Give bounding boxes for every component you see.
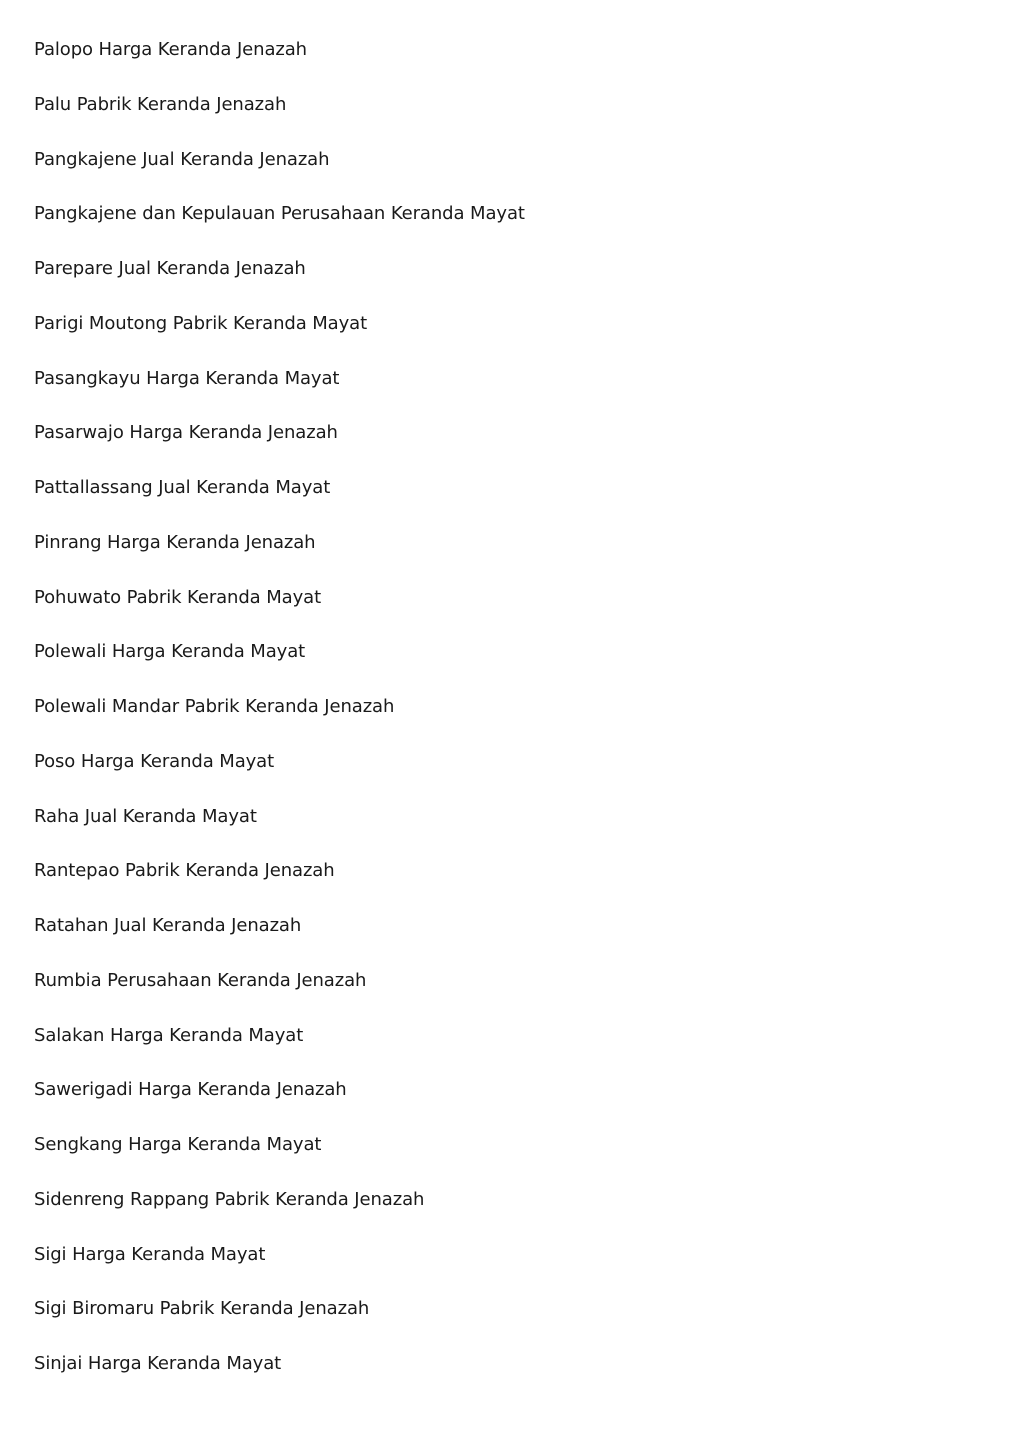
- list-item: Pangkajene dan Kepulauan Perusahaan Keranda Mayat: [34, 203, 525, 225]
- location-list: [34, 36, 525, 1405]
- list-item: Polewali Mandar Pabrik Keranda Jenazah: [34, 696, 395, 717]
- list-item: Rumbia Perusahaan Keranda Jenazah: [34, 969, 367, 991]
- list-item: Sigi Biromaru Pabrik Keranda Jenazah: [34, 1298, 370, 1320]
- list-item: Pangkajene Jual Keranda Jenazah: [34, 148, 330, 170]
- list-item: Sawerigadi Harga Keranda Jenazah: [34, 1079, 347, 1101]
- list-item: Sidenreng Rappang Pabrik Keranda Jenazah: [34, 1188, 425, 1210]
- list-item: Pattallassang Jual Keranda Mayat: [34, 477, 331, 498]
- list-item: Polewali Harga Keranda Mayat: [34, 641, 306, 663]
- list-item: Poso Harga Keranda Mayat: [34, 750, 275, 772]
- list-item: Sinjai Harga Keranda Mayat: [34, 1353, 282, 1374]
- list-item: Pohuwato Pabrik Keranda Mayat: [34, 586, 322, 608]
- list-item: Pasangkayu Harga Keranda Mayat: [34, 367, 340, 389]
- list-item: Sengkang Harga Keranda Mayat: [34, 1134, 322, 1155]
- list-item: Pinrang Harga Keranda Jenazah: [34, 531, 316, 553]
- list-item: Parepare Jual Keranda Jenazah: [34, 258, 306, 279]
- list-item: Sigi Harga Keranda Mayat: [34, 1243, 266, 1265]
- list-item: Ratahan Jual Keranda Jenazah: [34, 915, 302, 936]
- list-item: Salakan Harga Keranda Mayat: [34, 1024, 304, 1046]
- list-item: Pasarwajo Harga Keranda Jenazah: [34, 422, 338, 444]
- list-item: Palu Pabrik Keranda Jenazah: [34, 93, 287, 115]
- list-item: Palopo Harga Keranda Jenazah: [34, 39, 307, 60]
- list-item: Parigi Moutong Pabrik Keranda Mayat: [34, 312, 368, 334]
- list-item: Rantepao Pabrik Keranda Jenazah: [34, 860, 335, 882]
- list-item: Raha Jual Keranda Mayat: [34, 805, 257, 827]
